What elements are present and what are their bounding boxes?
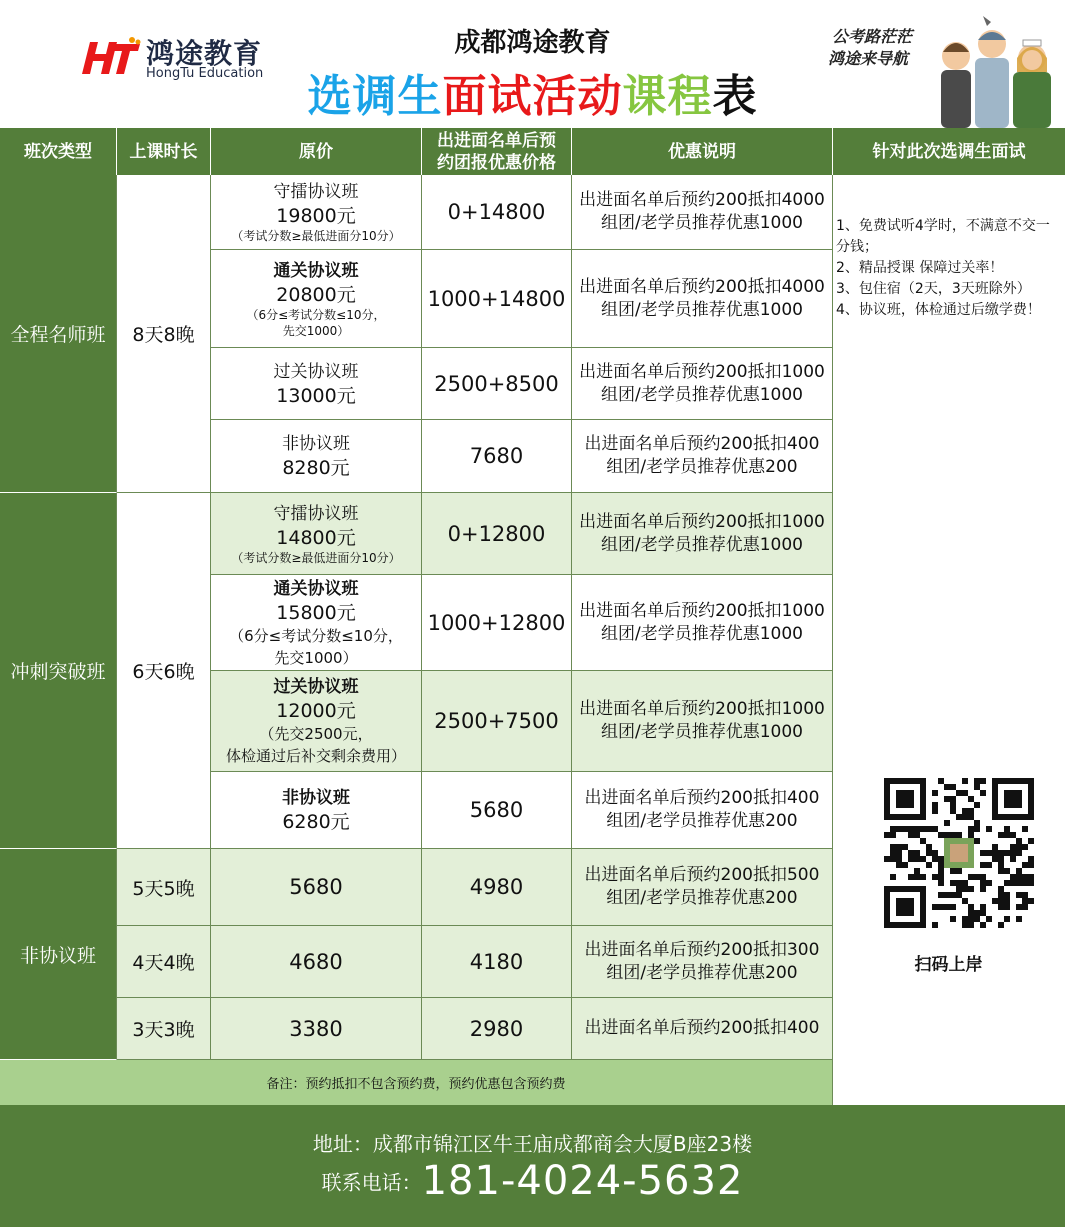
price-cell <box>211 671 422 772</box>
class-name: 守擂协议班 <box>273 503 359 524</box>
class-price: 19800元 <box>276 205 356 227</box>
discount-cell <box>572 772 833 849</box>
discount-line: 出进面名单后预约200抵扣400 <box>584 1018 820 1038</box>
benefit-item: 4、协议班，体检通过后缴学费！ <box>836 302 1041 318</box>
duration-cell: 8天8晚 <box>117 175 211 493</box>
benefits-list <box>836 216 1062 321</box>
benefit-item: 1、免费试听4学时，不满意不交一分钱； <box>836 218 1050 255</box>
qr-code-icon[interactable] <box>884 778 1034 928</box>
discount-line: 出进面名单后预约200抵扣400 <box>584 434 820 454</box>
duration-cell: 3天3晚 <box>117 998 211 1060</box>
col-header-class-type: 班次类型 <box>0 128 117 175</box>
class-name: 非协议班 <box>282 788 350 808</box>
slogan-line-2: 鸿途来导航 <box>828 49 909 68</box>
price-cell: 3380 <box>211 998 422 1060</box>
discount-line: 出进面名单后预约200抵扣4000 <box>579 276 825 297</box>
price-cell <box>211 348 422 420</box>
discount-cell <box>572 849 833 926</box>
discount-line: 出进面名单后预约200抵扣300 <box>584 939 820 960</box>
benefit-item: 3、包住宿（2天，3天班除外） <box>836 281 1031 297</box>
price-cell <box>211 772 422 849</box>
col-header-duration: 上课时长 <box>117 128 211 175</box>
discount-line: 出进面名单后预约200抵扣1000 <box>579 361 825 382</box>
discount-line: 组团/老学员推荐优惠200 <box>606 962 798 983</box>
offer-cell: 2500+7500 <box>422 671 572 772</box>
class-price: 15800元 <box>276 601 356 624</box>
logo-chinese-name: 鸿途教育 <box>146 37 263 70</box>
discount-cell <box>572 671 833 772</box>
class-price: 8280元 <box>282 457 350 479</box>
offer-cell: 4980 <box>422 849 572 926</box>
class-name: 通关协议班 <box>273 260 359 281</box>
col-header-original-price: 原价 <box>211 128 422 175</box>
discount-line: 出进面名单后预约200抵扣500 <box>584 865 820 885</box>
phone-number[interactable]: 181-4024-5632 <box>421 1158 744 1204</box>
class-note: 先交1000） <box>282 323 350 338</box>
discount-line: 出进面名单后预约200抵扣1000 <box>579 600 825 621</box>
discount-line: 组团/老学员推荐优惠1000 <box>601 213 803 233</box>
class-price: 20800元 <box>276 283 356 306</box>
discount-cell <box>572 998 833 1060</box>
discount-line: 组团/老学员推荐优惠1000 <box>601 722 803 742</box>
offer-cell: 2500+8500 <box>422 348 572 420</box>
contact-row <box>0 1158 1065 1204</box>
class-price: 12000元 <box>276 700 356 722</box>
discount-line: 组团/老学员推荐优惠200 <box>606 811 798 831</box>
discount-line: 出进面名单后预约200抵扣1000 <box>579 511 825 532</box>
discount-line: 出进面名单后预约200抵扣1000 <box>579 699 825 719</box>
discount-line: 组团/老学员推荐优惠200 <box>606 457 798 477</box>
offer-cell: 0+12800 <box>422 493 572 575</box>
class-name: 过关协议班 <box>273 677 359 697</box>
discount-line: 组团/老学员推荐优惠1000 <box>601 534 803 555</box>
group-type-cell: 冲刺突破班 <box>0 493 117 849</box>
discount-line: 组团/老学员推荐优惠1000 <box>601 384 803 405</box>
slogan-line-1: 公考路茫茫 <box>832 27 913 46</box>
price-cell <box>211 250 422 348</box>
discount-line: 出进面名单后预约200抵扣400 <box>584 788 820 808</box>
people-illustration-icon <box>935 10 1061 128</box>
col-header-offer-price: 出进面名单后预约团报优惠价格 <box>422 128 572 175</box>
page-title <box>0 60 1065 124</box>
price-cell <box>211 175 422 250</box>
price-cell: 4680 <box>211 926 422 998</box>
title-part: 表 <box>712 71 758 122</box>
class-note: （6分≤考试分数≤10分， <box>229 626 403 645</box>
qr-caption: 扫码上岸 <box>914 955 983 975</box>
group-type-cell: 非协议班 <box>0 849 117 1060</box>
phone-label: 联系电话： <box>321 1170 422 1195</box>
class-name: 非协议班 <box>282 434 350 454</box>
col-header-interview: 针对此次选调生面试 <box>833 128 1065 175</box>
offer-cell: 4180 <box>422 926 572 998</box>
discount-line: 组团/老学员推荐优惠1000 <box>601 299 803 320</box>
class-note: （6分≤考试分数≤10分， <box>246 307 386 322</box>
col-header-discount-notes: 优惠说明 <box>572 128 833 175</box>
discount-cell <box>572 348 833 420</box>
logo-english-name: HongTu Education <box>146 66 264 81</box>
offer-cell: 5680 <box>422 772 572 849</box>
title-part: 课程 <box>622 71 713 122</box>
title-part: 面试活动 <box>442 71 623 122</box>
discount-line: 组团/老学员推荐优惠200 <box>606 888 798 908</box>
class-price: 13000元 <box>276 384 356 407</box>
offer-cell: 2980 <box>422 998 572 1060</box>
group-type-cell: 全程名师班 <box>0 175 117 493</box>
class-name: 通关协议班 <box>273 578 359 599</box>
offer-cell: 7680 <box>422 420 572 493</box>
class-note: 先交1000） <box>274 648 358 667</box>
price-cell <box>211 575 422 671</box>
title-part: 选调生 <box>307 71 443 122</box>
address: 地址：成都市锦江区牛王庙成都商会大厦B座23楼 <box>312 1132 753 1156</box>
discount-line: 出进面名单后预约200抵扣4000 <box>579 190 825 210</box>
offer-cell: 1000+14800 <box>422 250 572 348</box>
class-name: 守擂协议班 <box>273 182 359 202</box>
class-name: 过关协议班 <box>273 361 359 382</box>
discount-cell <box>572 175 833 250</box>
offer-cell: 0+14800 <box>422 175 572 250</box>
discount-cell <box>572 926 833 998</box>
remark-note: 备注：预约抵扣不包含预约费，预约优惠包含预约费 <box>0 1060 832 1105</box>
discount-cell <box>572 493 833 575</box>
class-price: 6280元 <box>282 811 350 833</box>
discount-cell <box>572 420 833 493</box>
class-price: 14800元 <box>276 526 356 549</box>
duration-cell: 4天4晚 <box>117 926 211 998</box>
duration-cell: 6天6晚 <box>117 493 211 849</box>
price-cell <box>211 420 422 493</box>
class-note: 体检通过后补交剩余费用） <box>225 747 406 765</box>
class-note: （先交2500元， <box>259 725 373 743</box>
discount-cell <box>572 250 833 348</box>
duration-cell: 5天5晚 <box>117 849 211 926</box>
benefit-item: 2、精品授课 保障过关率！ <box>836 260 1004 276</box>
discount-cell <box>572 575 833 671</box>
class-note: （考试分数≥最低进面分10分） <box>231 550 401 565</box>
discount-line: 组团/老学员推荐优惠1000 <box>601 623 803 644</box>
organization-title: 成都鸿途教育 <box>454 28 611 58</box>
class-note: （考试分数≥最低进面分10分） <box>231 229 401 243</box>
price-cell: 5680 <box>211 849 422 926</box>
offer-cell: 1000+12800 <box>422 575 572 671</box>
price-cell <box>211 493 422 575</box>
